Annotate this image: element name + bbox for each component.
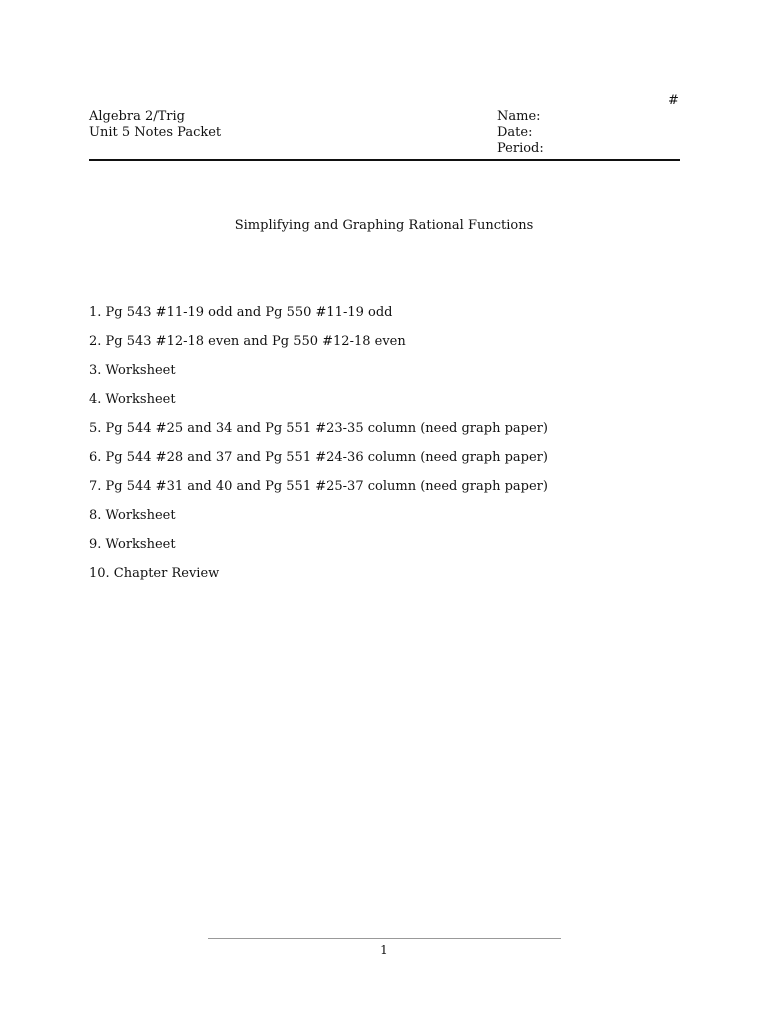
assignment-item: 8. Worksheet [89, 508, 176, 523]
course-info [89, 109, 221, 141]
document-header [89, 109, 680, 159]
period-label: Period: [497, 141, 544, 156]
date-label: Date: [497, 125, 533, 140]
assignment-item: 3. Worksheet [89, 363, 176, 378]
packet-title: Unit 5 Notes Packet [89, 125, 222, 140]
name-label: Name: [497, 109, 541, 124]
assignment-item: 10. Chapter Review [89, 566, 220, 581]
page-number: 1 [380, 943, 388, 957]
page-hash-mark: # [668, 93, 679, 108]
assignment-item: 5. Pg 544 #25 and 34 and Pg 551 #23-35 column (need graph paper) [89, 421, 548, 436]
assignment-item: 6. Pg 544 #28 and 37 and Pg 551 #24-36 column (need graph paper) [89, 450, 548, 465]
assignment-item: 4. Worksheet [89, 392, 176, 407]
student-info [497, 109, 544, 157]
assignment-item: 7. Pg 544 #31 and 40 and Pg 551 #25-37 column (need graph paper) [89, 479, 548, 494]
footer-divider [208, 938, 561, 939]
course-title: Algebra 2/Trig [89, 109, 185, 124]
assignment-item: 2. Pg 543 #12-18 even and Pg 550 #12-18 even [89, 334, 406, 349]
header-divider [89, 159, 680, 161]
page-title: Simplifying and Graphing Rational Functions [234, 218, 534, 233]
assignment-list [89, 305, 548, 595]
assignment-item: 1. Pg 543 #11-19 odd and Pg 550 #11-19 odd [89, 305, 393, 320]
assignment-item: 9. Worksheet [89, 537, 176, 552]
